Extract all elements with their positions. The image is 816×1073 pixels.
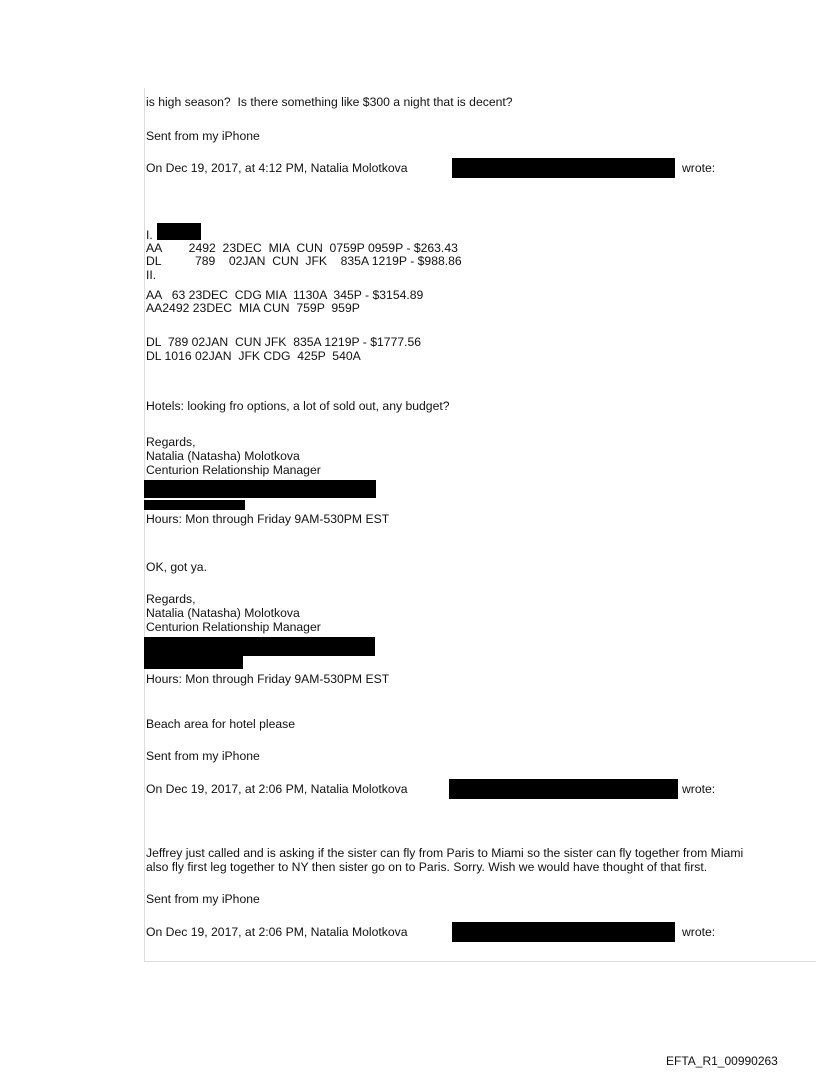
text-line: On Dec 19, 2017, at 2:06 PM, Natalia Molotkova (146, 782, 408, 796)
redaction-block (452, 158, 675, 178)
text-line: I. (146, 228, 153, 242)
text-line: Sent from my iPhone (146, 892, 260, 906)
text-line: DL 789 02JAN CUN JFK 835A 1219P - $988.86 (146, 254, 462, 268)
text-line: AA 2492 23DEC MIA CUN 0759P 0959P - $263.43 (146, 241, 458, 255)
redaction-block (144, 637, 375, 656)
text-line: Natalia (Natasha) Molotkova (146, 449, 300, 463)
text-line: Hours: Mon through Friday 9AM-530PM EST (146, 512, 390, 526)
document-id-footer: EFTA_R1_00990263 (666, 1054, 778, 1068)
text-line: AA 63 23DEC CDG MIA 1130A 345P - $3154.89 (146, 288, 424, 302)
redaction-block (157, 223, 201, 240)
text-line: On Dec 19, 2017, at 2:06 PM, Natalia Molotkova (146, 925, 408, 939)
text-line: is high season? Is there something like $300 a night that is decent? (146, 95, 513, 109)
text-line: Beach area for hotel please (146, 717, 296, 731)
text-line: also fly first leg together to NY then sister go on to Paris. Sorry. Wish we would have thought of that first. (146, 860, 708, 874)
text-line: On Dec 19, 2017, at 4:12 PM, Natalia Molotkova (146, 161, 408, 175)
text-line: DL 1016 02JAN JFK CDG 425P 540A (146, 349, 361, 363)
text-line: Natalia (Natasha) Molotkova (146, 606, 300, 620)
text-line: AA2492 23DEC MIA CUN 759P 959P (146, 301, 360, 315)
text-line: wrote: (682, 782, 716, 796)
text-line: Sent from my iPhone (146, 129, 260, 143)
text-line: Regards, (146, 435, 196, 449)
text-line: Hotels: looking fro options, a lot of sold out, any budget? (146, 399, 450, 413)
text-line: OK, got ya. (146, 560, 207, 574)
redaction-block (449, 779, 678, 799)
text-line: Jeffrey just called and is asking if the sister can fly from Paris to Miami so the sister can fly together from Miami (146, 846, 744, 860)
text-line: wrote: (682, 925, 716, 939)
text-line: II. (146, 268, 157, 282)
text-line: Regards, (146, 592, 196, 606)
redaction-block (452, 922, 675, 942)
text-line: Sent from my iPhone (146, 749, 260, 763)
redaction-block (144, 500, 245, 510)
text-line: Centurion Relationship Manager (146, 463, 321, 477)
text-line: Hours: Mon through Friday 9AM-530PM EST (146, 672, 390, 686)
redaction-block (144, 656, 243, 669)
redaction-block (144, 480, 376, 498)
text-line: Centurion Relationship Manager (146, 620, 321, 634)
text-line: wrote: (682, 161, 716, 175)
text-line: DL 789 02JAN CUN JFK 835A 1219P - $1777.56 (146, 335, 422, 349)
